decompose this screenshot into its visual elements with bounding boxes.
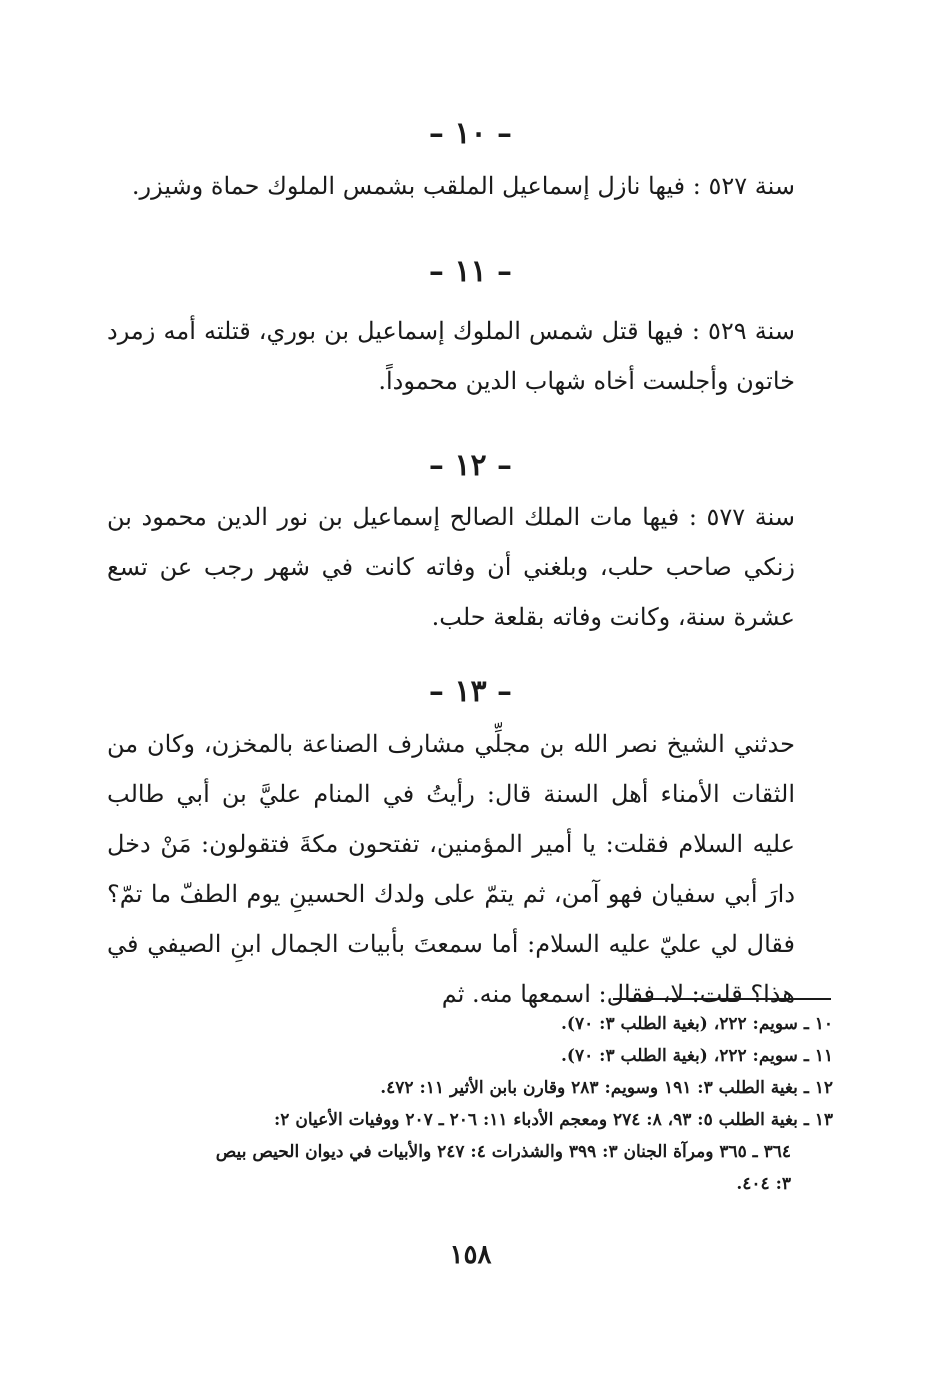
section-number-12: – ١٢ – <box>428 448 513 483</box>
paragraph: سنة ٥٢٩ : فيها قتل شمس الملوك إسماعيل بن بوري، قتلته أمه زمرد خاتون وأجلست أخاه شهاب الدين محموداً. <box>107 317 795 395</box>
section-10-text <box>107 161 833 211</box>
section-number-13: – ١٣ – <box>428 674 513 709</box>
footnote-separator <box>613 998 831 1000</box>
footnote-13-end: ٣: ٤٠٤. <box>736 1174 791 1194</box>
footnote-12: ١٢ ـ بغية الطلب ٣: ١٩١ وسويم: ٢٨٣ وقارن بابن الأثير ١١: ٤٧٢. <box>380 1078 833 1098</box>
paragraph: حدثني الشيخ نصر الله بن مجلِّي مشارف الصناعة بالمخزن، وكان من الثقات الأمناء أهل السنة قال: رأيتُ في المنام عليَّ بن أبي طالب عليه السلام فقلت: يا أمير المؤمنين، تفتحون مكةَ فتقولون: مَنْ دخل دارَ أبي سفيان فهو آمن، ثم يتمّ على ولدك الحسينِ يوم الطفّ ما تمّ؟ فقال لي عليّ عليه السلام: أما سمعتَ بأبيات الجمال ابنِ الصيفي في هذا؟ قلت: لا، فقال: اسمعها منه. ثم <box>107 730 796 1008</box>
section-11-text <box>107 306 833 406</box>
paragraph: سنة ٥٢٧ : فيها نازل إسماعيل الملقب بشمس الملوك حماة وشيزر. <box>131 172 795 200</box>
footnote-13: ١٣ ـ بغية الطلب ٥: ٩٣، ٨: ٢٧٤ ومعجم الأدباء ١١: ٢٠٦ ـ ٢٠٧ ووفيات الأعيان ٢: <box>274 1110 833 1130</box>
section-12-text <box>107 492 833 642</box>
footnotes <box>107 1008 833 1200</box>
section-number-10: – ١٠ – <box>428 116 513 151</box>
section-13-text <box>107 719 833 1019</box>
footnote-11: ١١ ـ سويم: ٢٢٢، (بغية الطلب ٣: ٧٠). <box>561 1046 833 1066</box>
paragraph: سنة ٥٧٧ : فيها مات الملك الصالح إسماعيل بن نور الدين محمود بن زنكي صاحب حلب، وبلغني أن وفاته كانت في شهر رجب عن تسع عشرة سنة، وكانت وفاته بقلعة حلب. <box>107 503 795 631</box>
section-number-11: – ١١ – <box>428 254 513 289</box>
footnote-13-continued: ٣٦٤ ـ ٣٦٥ ومرآة الجنان ٣: ٣٩٩ والشذرات ٤: ٢٤٧ والأبيات في ديوان الحيص بيص <box>215 1142 791 1162</box>
page-number: ١٥٨ <box>449 1240 492 1270</box>
footnote-10: ١٠ ـ سويم: ٢٢٢، (بغية الطلب ٣: ٧٠). <box>561 1014 833 1034</box>
